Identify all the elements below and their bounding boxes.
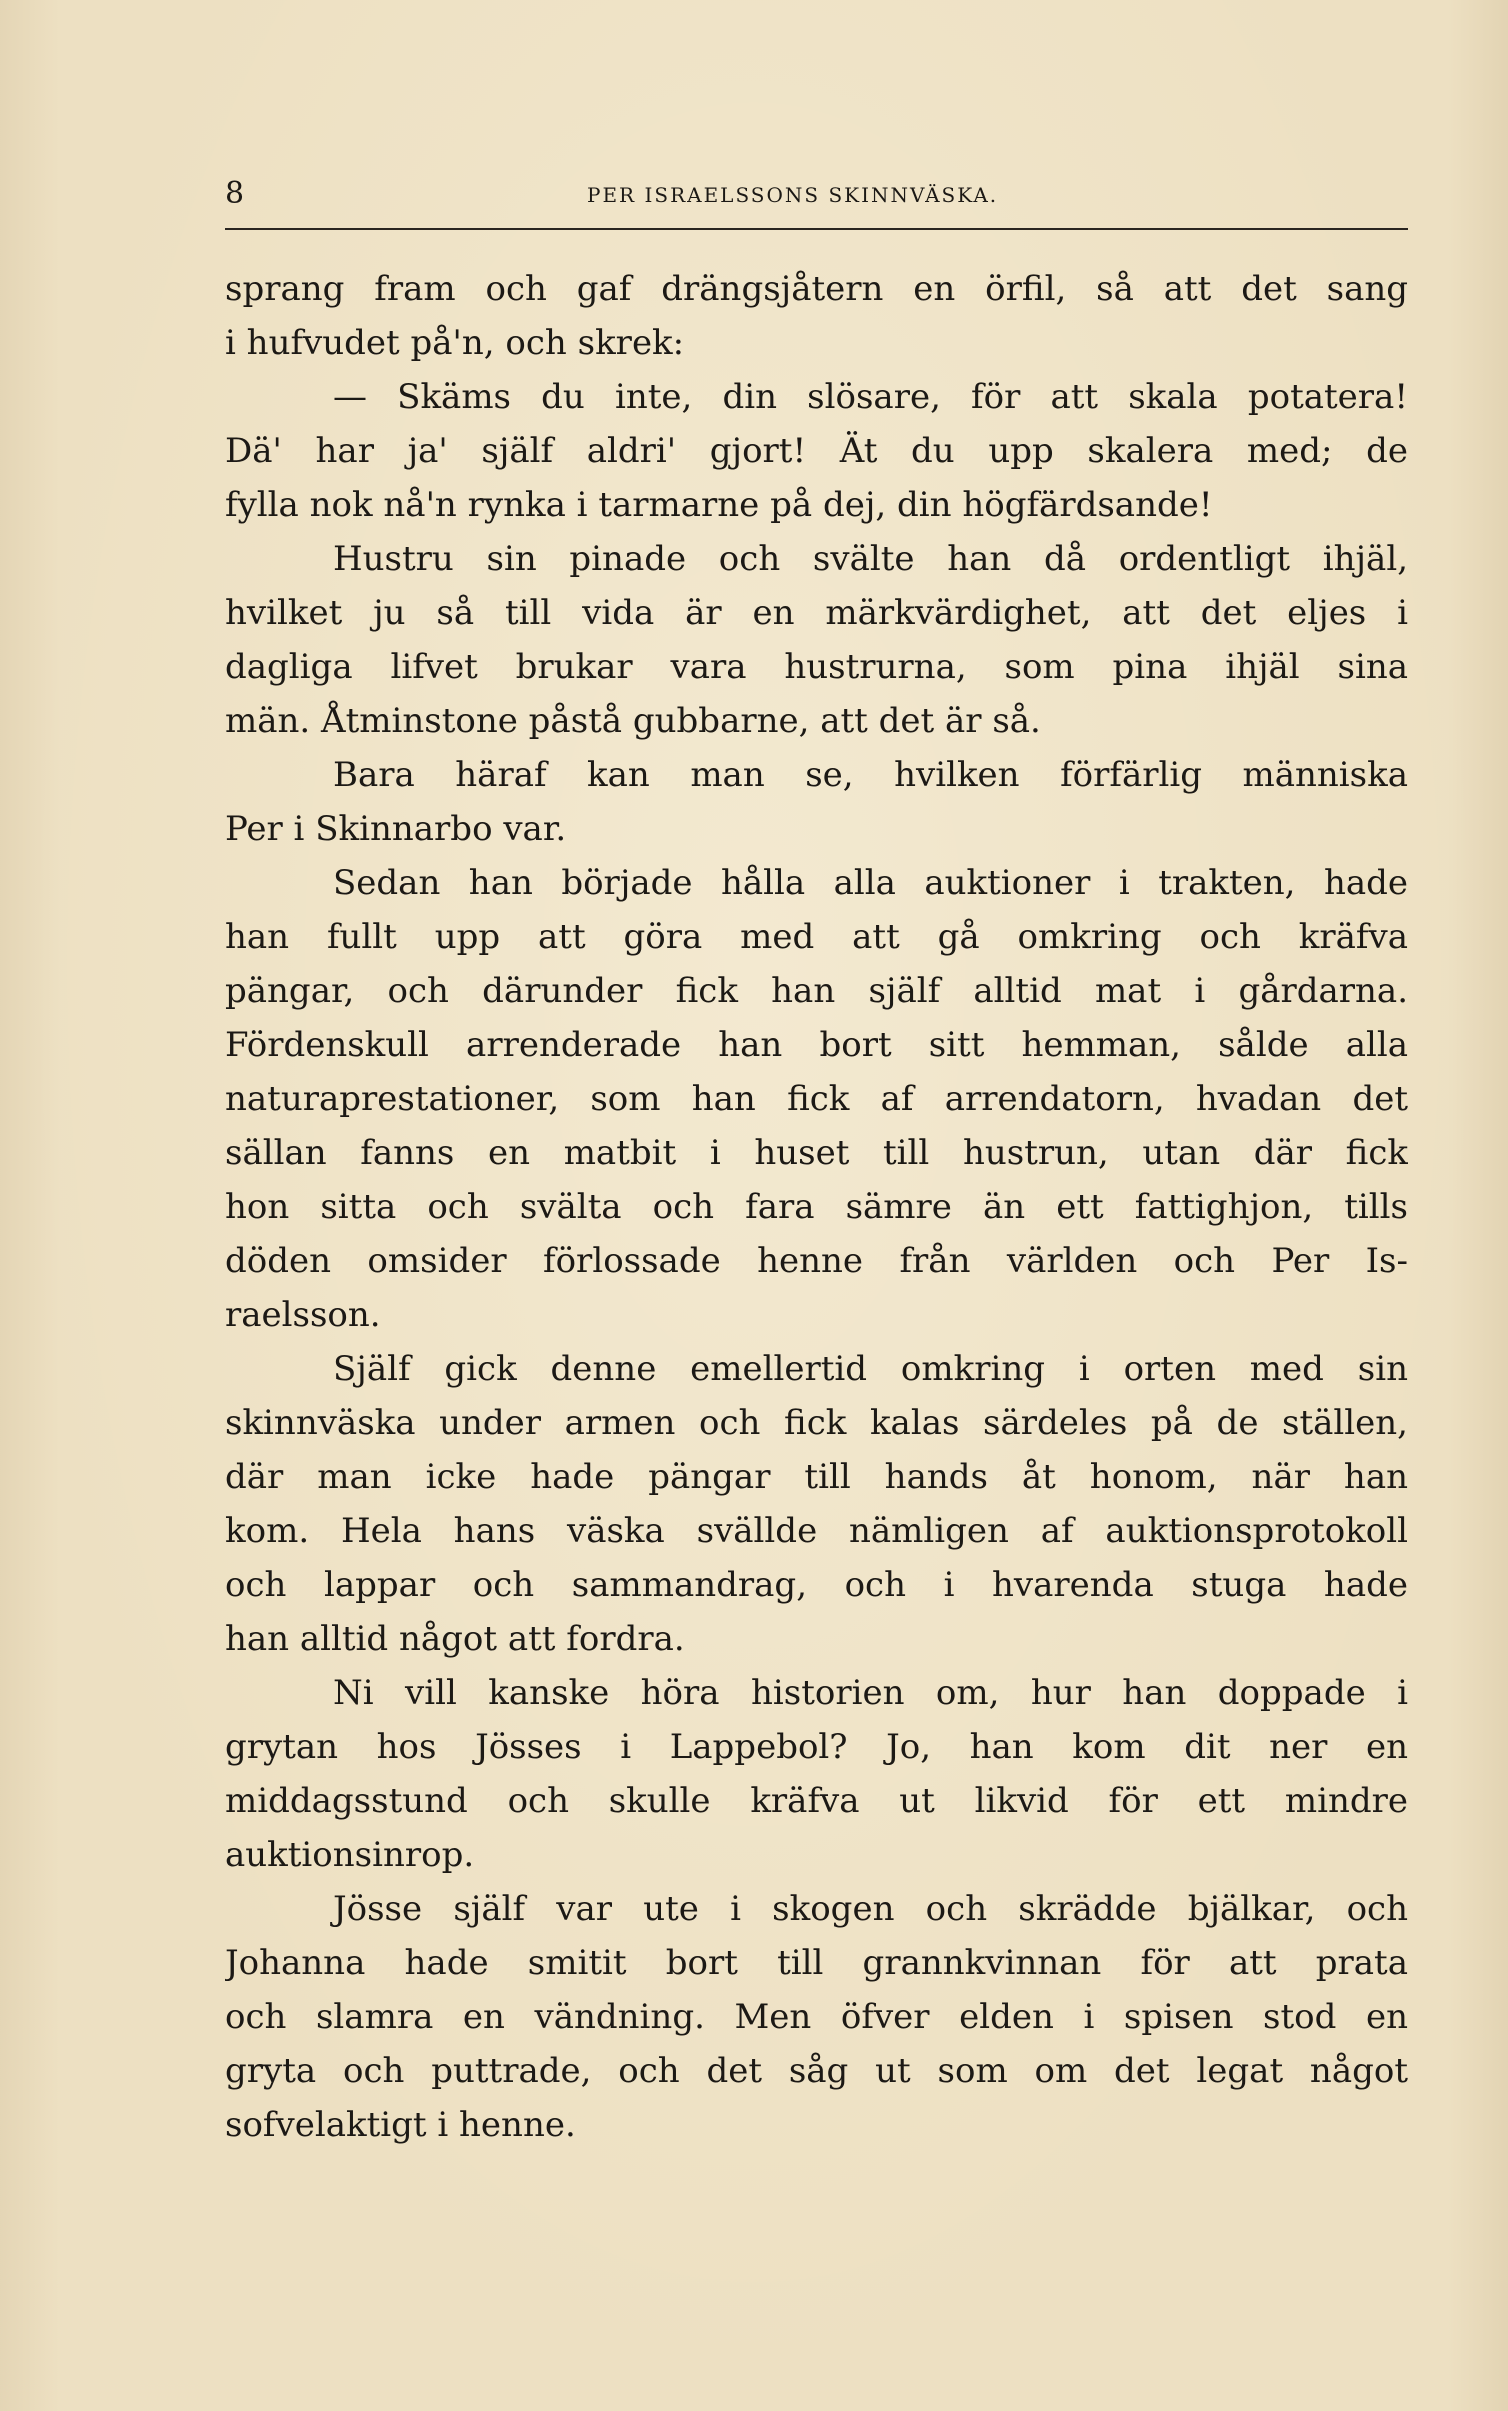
body-text bbox=[225, 262, 1408, 2152]
page-number: 8 bbox=[225, 176, 245, 211]
text-line: män. Åtminstone påstå gubbarne, att det är så. bbox=[225, 701, 1041, 741]
text-line: skinnväska under armen och fick kalas särdeles på de ställen, bbox=[225, 1403, 1408, 1443]
page-header bbox=[225, 176, 1408, 216]
header-rule bbox=[225, 228, 1408, 230]
text-line: Per i Skinnarbo var. bbox=[225, 809, 567, 849]
text-line: naturaprestationer, som han fick af arrendatorn, hvadan det bbox=[225, 1079, 1408, 1119]
text-line: raelsson. bbox=[225, 1295, 381, 1335]
text-line: Ni vill kanske höra historien om, hur han doppade i bbox=[333, 1673, 1408, 1713]
text-line: döden omsider förlossade henne från världen och Per Is- bbox=[225, 1241, 1408, 1281]
text-line: i hufvudet på'n, och skrek: bbox=[225, 323, 685, 363]
text-line: fylla nok nå'n rynka i tarmarne på dej, din högfärdsande! bbox=[225, 485, 1213, 525]
text-line: hon sitta och svälta och fara sämre än ett fattighjon, tills bbox=[225, 1187, 1408, 1227]
text-line: Sedan han började hålla alla auktioner i trakten, hade bbox=[333, 863, 1408, 903]
text-line: — Skäms du inte, din slösare, för att skala potatera! bbox=[333, 377, 1408, 417]
text-line: middagsstund och skulle kräfva ut likvid för ett mindre bbox=[225, 1781, 1408, 1821]
text-line: Hustru sin pinade och svälte han då ordentligt ihjäl, bbox=[333, 539, 1408, 579]
text-line: dagliga lifvet brukar vara hustrurna, som pina ihjäl sina bbox=[225, 647, 1408, 687]
text-line: Fördenskull arrenderade han bort sitt hemman, sålde alla bbox=[225, 1025, 1408, 1065]
running-title: PER ISRAELSSONS SKINNVÄSKA. bbox=[587, 183, 999, 207]
text-line: gryta och puttrade, och det såg ut som om det legat något bbox=[225, 2051, 1408, 2091]
text-line: han fullt upp att göra med att gå omkring och kräfva bbox=[225, 917, 1408, 957]
text-line: och lappar och sammandrag, och i hvarenda stuga hade bbox=[225, 1565, 1408, 1605]
text-line: hvilket ju så till vida är en märkvärdighet, att det eljes i bbox=[225, 593, 1408, 633]
text-line: Jösse själf var ute i skogen och skrädde bjälkar, och bbox=[333, 1889, 1408, 1929]
text-line: där man icke hade pängar till hands åt honom, när han bbox=[225, 1457, 1408, 1497]
text-line: sprang fram och gaf drängsjåtern en örfil, så att det sang bbox=[225, 269, 1408, 309]
text-line: sofvelaktigt i henne. bbox=[225, 2105, 576, 2145]
text-line: pängar, och därunder fick han själf alltid mat i gårdarna. bbox=[225, 971, 1408, 1011]
text-line: Bara häraf kan man se, hvilken förfärlig människa bbox=[333, 755, 1408, 795]
text-line: Johanna hade smitit bort till grannkvinnan för att prata bbox=[225, 1943, 1408, 1983]
text-line: auktionsinrop. bbox=[225, 1835, 475, 1875]
text-line: han alltid något att fordra. bbox=[225, 1619, 685, 1659]
text-line: Själf gick denne emellertid omkring i orten med sin bbox=[333, 1349, 1408, 1389]
text-line: kom. Hela hans väska svällde nämligen af auktionsprotokoll bbox=[225, 1511, 1408, 1551]
text-line: och slamra en vändning. Men öfver elden i spisen stod en bbox=[225, 1997, 1408, 2037]
text-line: sällan fanns en matbit i huset till hustrun, utan där fick bbox=[225, 1133, 1408, 1173]
text-line: Dä' har ja' själf aldri' gjort! Ät du upp skalera med; de bbox=[225, 431, 1408, 471]
text-line: grytan hos Jösses i Lappebol? Jo, han kom dit ner en bbox=[225, 1727, 1408, 1767]
